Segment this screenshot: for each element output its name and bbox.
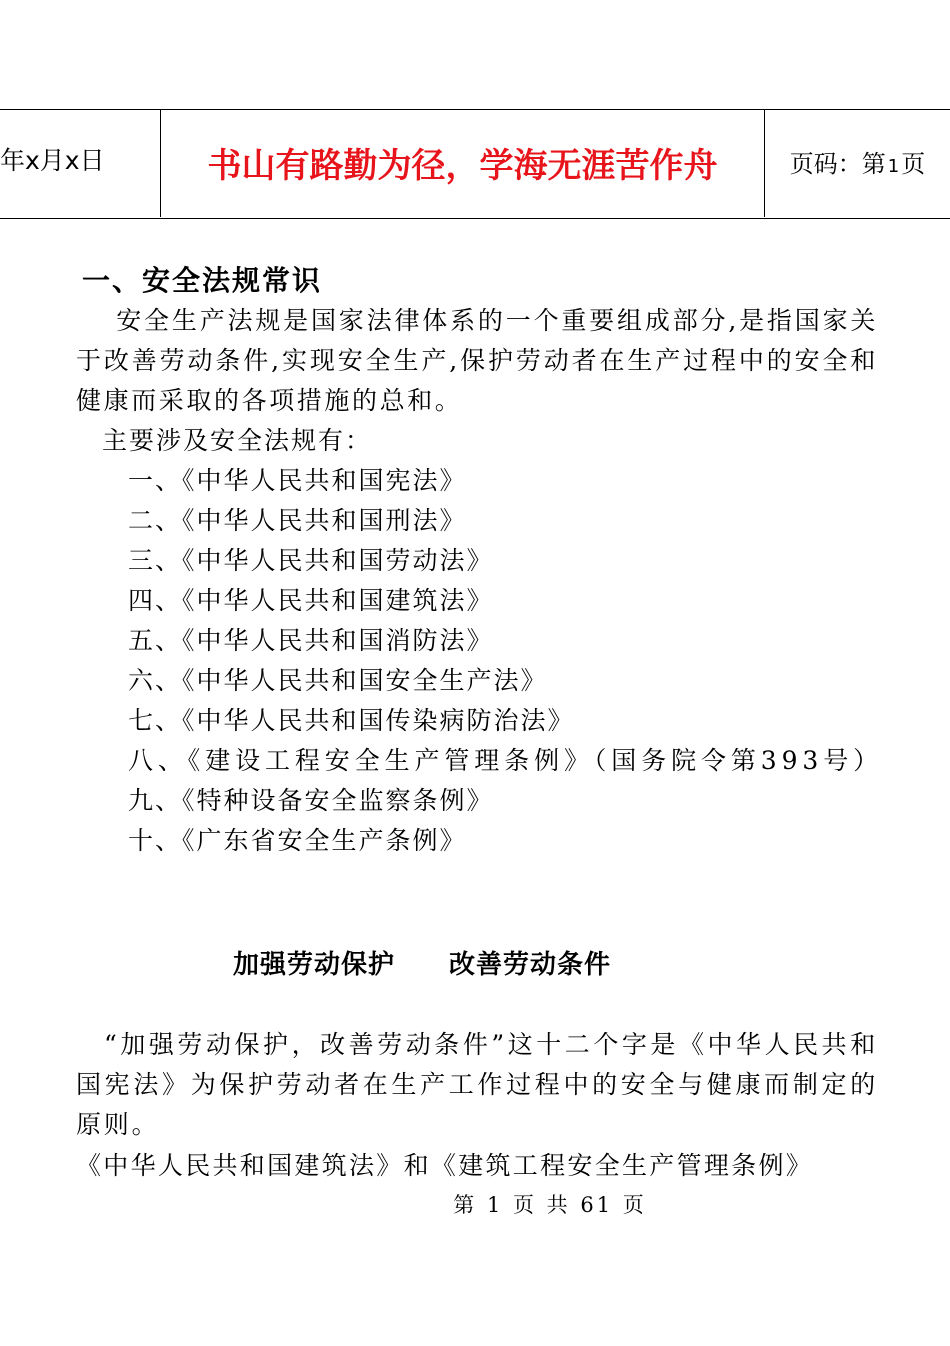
list-item: 一、《中华人民共和国宪法》 (128, 466, 467, 495)
laws-intro: 主要涉及安全法规有： (102, 426, 373, 455)
section-title-safety-laws: 一、安全法规常识 (82, 264, 323, 297)
paragraph-safety-laws-text: 安全生产法规是国家法律体系的一个重要组成部分,是指国家关于改善劳动条件,实现安全生产,保护劳动者在生产过程中的安全和健康而采取的各项措施的总和。 (76, 306, 878, 415)
list-item: 二、《中华人民共和国刑法》 (128, 506, 467, 535)
section-title-labor-protection: 加强劳动保护 改善劳动条件 (233, 950, 612, 980)
list-item: 六、《中华人民共和国安全生产法》 (128, 666, 548, 695)
header-date: 年x月x日 (0, 110, 161, 217)
page-header (0, 109, 950, 219)
list-item: 九、《特种设备安全监察条例》 (128, 786, 494, 815)
header-page-number (765, 110, 950, 259)
header-page-suffix: 页 (901, 150, 926, 178)
list-item: 七、《中华人民共和国传染病防治法》 (128, 706, 575, 735)
laws-list (76, 461, 884, 861)
header-page-num: 1 (887, 156, 900, 177)
header-motto: 书山有路勤为径，学海无涯苦作舟 (161, 110, 765, 217)
paragraph-labor-protection-text: “加强劳动保护，改善劳动条件”这十二个字是《中华人民共和国宪法》为保护劳动者在生产工作过程中的安全与健康而制定的原则。 (76, 1030, 878, 1139)
list-item: 四、《中华人民共和国建筑法》 (128, 586, 494, 615)
list-item: 五、《中华人民共和国消防法》 (128, 626, 494, 655)
paragraph-labor-protection (76, 1025, 878, 1145)
page-footer: 第 1 页 共 61 页 (453, 1193, 647, 1217)
list-item: 八、《建设工程安全生产管理条例》（国务院令第393号） (128, 746, 884, 775)
list-item: 三、《中华人民共和国劳动法》 (128, 546, 494, 575)
paragraph-safety-laws (76, 301, 878, 421)
list-item: 十、《广东省安全生产条例》 (128, 826, 467, 855)
header-page-prefix: 页码：第 (789, 150, 886, 178)
paragraph-building-law: 《中华人民共和国建筑法》和《建筑工程安全生产管理条例》 (76, 1151, 814, 1180)
